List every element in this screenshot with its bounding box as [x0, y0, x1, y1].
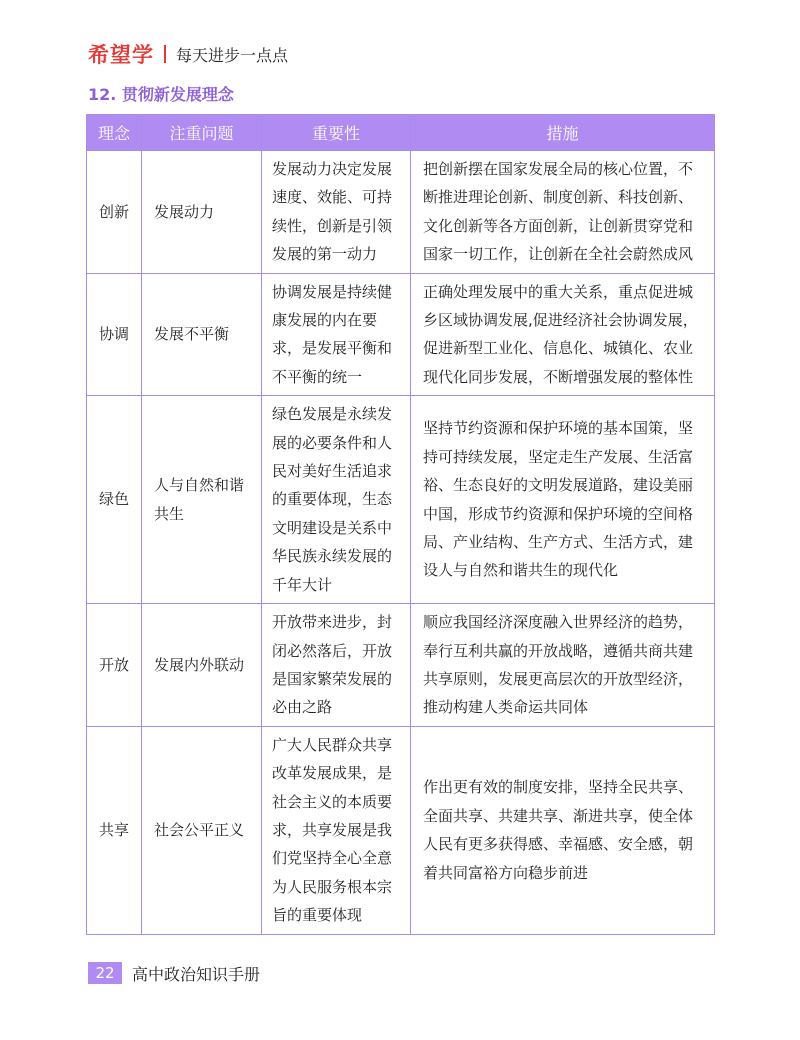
- cell-measures: 顺应我国经济深度融入世界经济的趋势，奉行互利共赢的开放战略，遵循共商共建共享原则，发展更高层次的开放型经济，推动构建人类命运共同体: [411, 604, 715, 727]
- page-header: [88, 40, 288, 68]
- cell-importance: 广大人民群众共享改革发展成果，是社会主义的本质要求，共享发展是我们党坚持全心全意为人民服务根本宗旨的重要体现: [262, 726, 411, 934]
- book-title: 高中政治知识手册: [132, 964, 261, 984]
- cell-concept: 共享: [87, 726, 142, 934]
- concepts-table: [86, 114, 715, 935]
- cell-measures: 把创新摆在国家发展全局的核心位置，不断推进理论创新、制度创新、科技创新、文化创新等各方面创新，让创新贯穿党和国家一切工作，让创新在全社会蔚然成风: [411, 151, 715, 274]
- cell-concept: 开放: [87, 604, 142, 727]
- table-row: [87, 726, 715, 934]
- table-row: [87, 604, 715, 727]
- page-footer: [88, 962, 260, 984]
- cell-concept: 协调: [87, 273, 142, 396]
- cell-importance: 协调发展是持续健康发展的内在要求，是发展平衡和不平衡的统一: [262, 273, 411, 396]
- cell-measures: 坚持节约资源和保护环境的基本国策，坚持可持续发展，坚定走生产发展、生活富裕、生态良好的文明发展道路，建设美丽中国，形成节约资源和保护环境的空间格局、产业结构、生产方式、生活方式，建设人与自然和谐共生的现代化: [411, 396, 715, 604]
- table-row: [87, 151, 715, 274]
- cell-issue: 发展内外联动: [142, 604, 262, 727]
- header-issue: 注重问题: [142, 115, 262, 151]
- header-slogan: 每天进步一点点: [176, 45, 289, 65]
- cell-measures: 正确处理发展中的重大关系，重点促进城乡区域协调发展,促进经济社会协调发展，促进新型工业化、信息化、城镇化、农业现代化同步发展，不断增强发展的整体性: [411, 273, 715, 396]
- cell-importance: 绿色发展是永续发展的必要条件和人民对美好生活追求的重要体现，生态文明建设是关系中华民族永续发展的千年大计: [262, 396, 411, 604]
- header-importance: 重要性: [262, 115, 411, 151]
- cell-issue: 社会公平正义: [142, 726, 262, 934]
- cell-importance: 发展动力决定发展速度、效能、可持续性，创新是引领发展的第一动力: [262, 151, 411, 274]
- table-header-row: [87, 115, 715, 151]
- cell-importance: 开放带来进步，封闭必然落后，开放是国家繁荣发展的必由之路: [262, 604, 411, 727]
- cell-concept: 创新: [87, 151, 142, 274]
- header-divider: [164, 45, 166, 63]
- cell-measures: 作出更有效的制度安排，坚持全民共享、全面共享、共建共享、渐进共享，使全体人民有更多获得感、幸福感、安全感，朝着共同富裕方向稳步前进: [411, 726, 715, 934]
- table-row: [87, 396, 715, 604]
- cell-concept: 绿色: [87, 396, 142, 604]
- page-number: 22: [88, 962, 122, 984]
- section-title: 12. 贯彻新发展理念: [88, 85, 234, 104]
- header-measures: 措施: [411, 115, 715, 151]
- header-concept: 理念: [87, 115, 142, 151]
- cell-issue: 人与自然和谐共生: [142, 396, 262, 604]
- cell-issue: 发展不平衡: [142, 273, 262, 396]
- table-row: [87, 273, 715, 396]
- cell-issue: 发展动力: [142, 151, 262, 274]
- brand-logo: 希望学: [88, 43, 154, 67]
